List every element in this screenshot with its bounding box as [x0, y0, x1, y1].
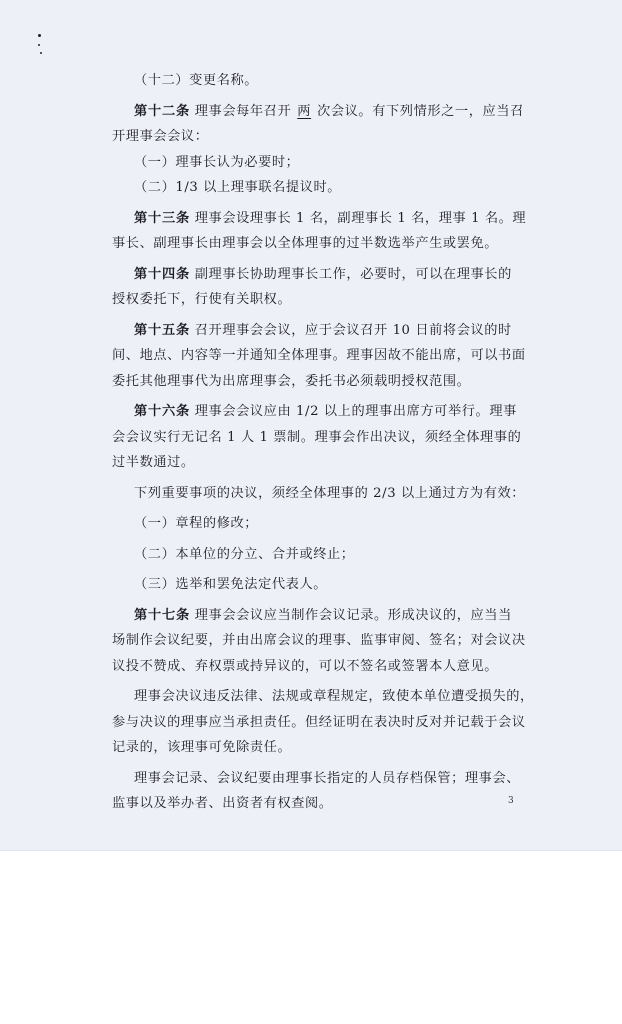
article-16-item-3: （三）选举和罢免法定代表人。 [134, 577, 328, 592]
article-12-label: 第十二条 [134, 103, 190, 119]
records-paragraph-line-2: 监事以及举办者、出资者有权查阅。 [112, 796, 333, 811]
article-16-label: 第十六条 [134, 404, 190, 419]
article-12-line-2: 开理事会会议： [112, 129, 209, 144]
article-12-item-1: （一）理事长认为必要时； [134, 154, 300, 170]
article-16-item-2: （二）本单位的分立、合并或终止； [134, 546, 355, 562]
article-13-label: 第十三条 [134, 210, 190, 226]
liability-paragraph-line-1: 理事会决议违反法律、法规或章程规定，致使本单位遭受损失的， [134, 689, 534, 704]
article-15-line-2: 间、地点、内容等一并通知全体理事。理事因故不能出席，可以书面 [112, 348, 526, 363]
records-paragraph-line-1: 理事会记录、会议纪要由理事长指定的人员存档保管；理事会、 [134, 770, 521, 786]
article-15-label: 第十五条 [134, 322, 190, 338]
article-17-line-3: 议投不赞成、弃权票或持异议的，可以不签名或签署本人意见。 [112, 658, 499, 674]
document-body [112, 68, 534, 817]
article-16-line-2: 会会议实行无记名 1 人 1 票制。理事会作出决议，须经全体理事的 [112, 429, 522, 445]
scan-speck [38, 34, 41, 37]
article-12-text-b: 次会议。有下列情形之一，应当召 [317, 103, 524, 119]
article-17-line-1 [112, 603, 522, 629]
article-16-item-1: （一）章程的修改； [134, 516, 259, 531]
clause-heading: （十二）变更名称。 [134, 73, 259, 88]
article-14-label: 第十四条 [134, 266, 190, 282]
liability-paragraph-line-3: 记录的，该理事可免除责任。 [112, 740, 292, 755]
article-13-text: 理事会设理事长 1 名，副理事长 1 名，理事 1 名。理 [194, 210, 527, 226]
article-17-text: 理事会会议应当制作会议记录。形成决议的，应当当 [194, 607, 512, 623]
scan-speck [40, 52, 42, 54]
article-13-line-2: 事长、副理事长由理事会以全体理事的过半数选举产生或罢免。 [112, 236, 499, 251]
article-12-line-1 [112, 99, 522, 125]
article-12-text-a: 理事会每年召开 [194, 103, 292, 119]
article-16-line-1 [112, 399, 522, 425]
liability-paragraph-line-2: 参与决议的理事应当承担责任。但经证明在表决时反对并记载于会议 [112, 714, 526, 730]
article-12-item-2: （二）1/3 以上理事联名提议时。 [134, 180, 342, 195]
article-14-line-2: 授权委托下，行使有关职权。 [112, 292, 292, 307]
article-16-text: 理事会会议应由 1/2 以上的理事出席方可举行。理事 [194, 404, 517, 419]
article-14-text: 副理事长协助理事长工作，必要时，可以在理事长的 [194, 266, 512, 282]
article-15-line-3: 委托其他理事代为出席理事会，委托书必须载明授权范围。 [112, 373, 471, 389]
scan-speck [38, 44, 40, 46]
article-16-line-3: 过半数通过。 [112, 455, 195, 470]
article-15-line-1 [112, 318, 522, 344]
article-15-text: 召开理事会会议，应于会议召开 10 日前将会议的时 [194, 322, 512, 338]
article-14-line-1 [112, 262, 522, 288]
article-16-major-matters: 下列重要事项的决议，须经全体理事的 2/3 以上通过方为有效： [134, 485, 526, 501]
article-17-label: 第十七条 [134, 607, 190, 623]
article-17-line-2: 场制作会议纪要，并由出席会议的理事、监事审阅、签名；对会议决 [112, 633, 526, 648]
article-12-blank: 两 [297, 103, 312, 119]
article-13-line-1 [112, 206, 527, 232]
page-number: 3 [508, 796, 514, 806]
